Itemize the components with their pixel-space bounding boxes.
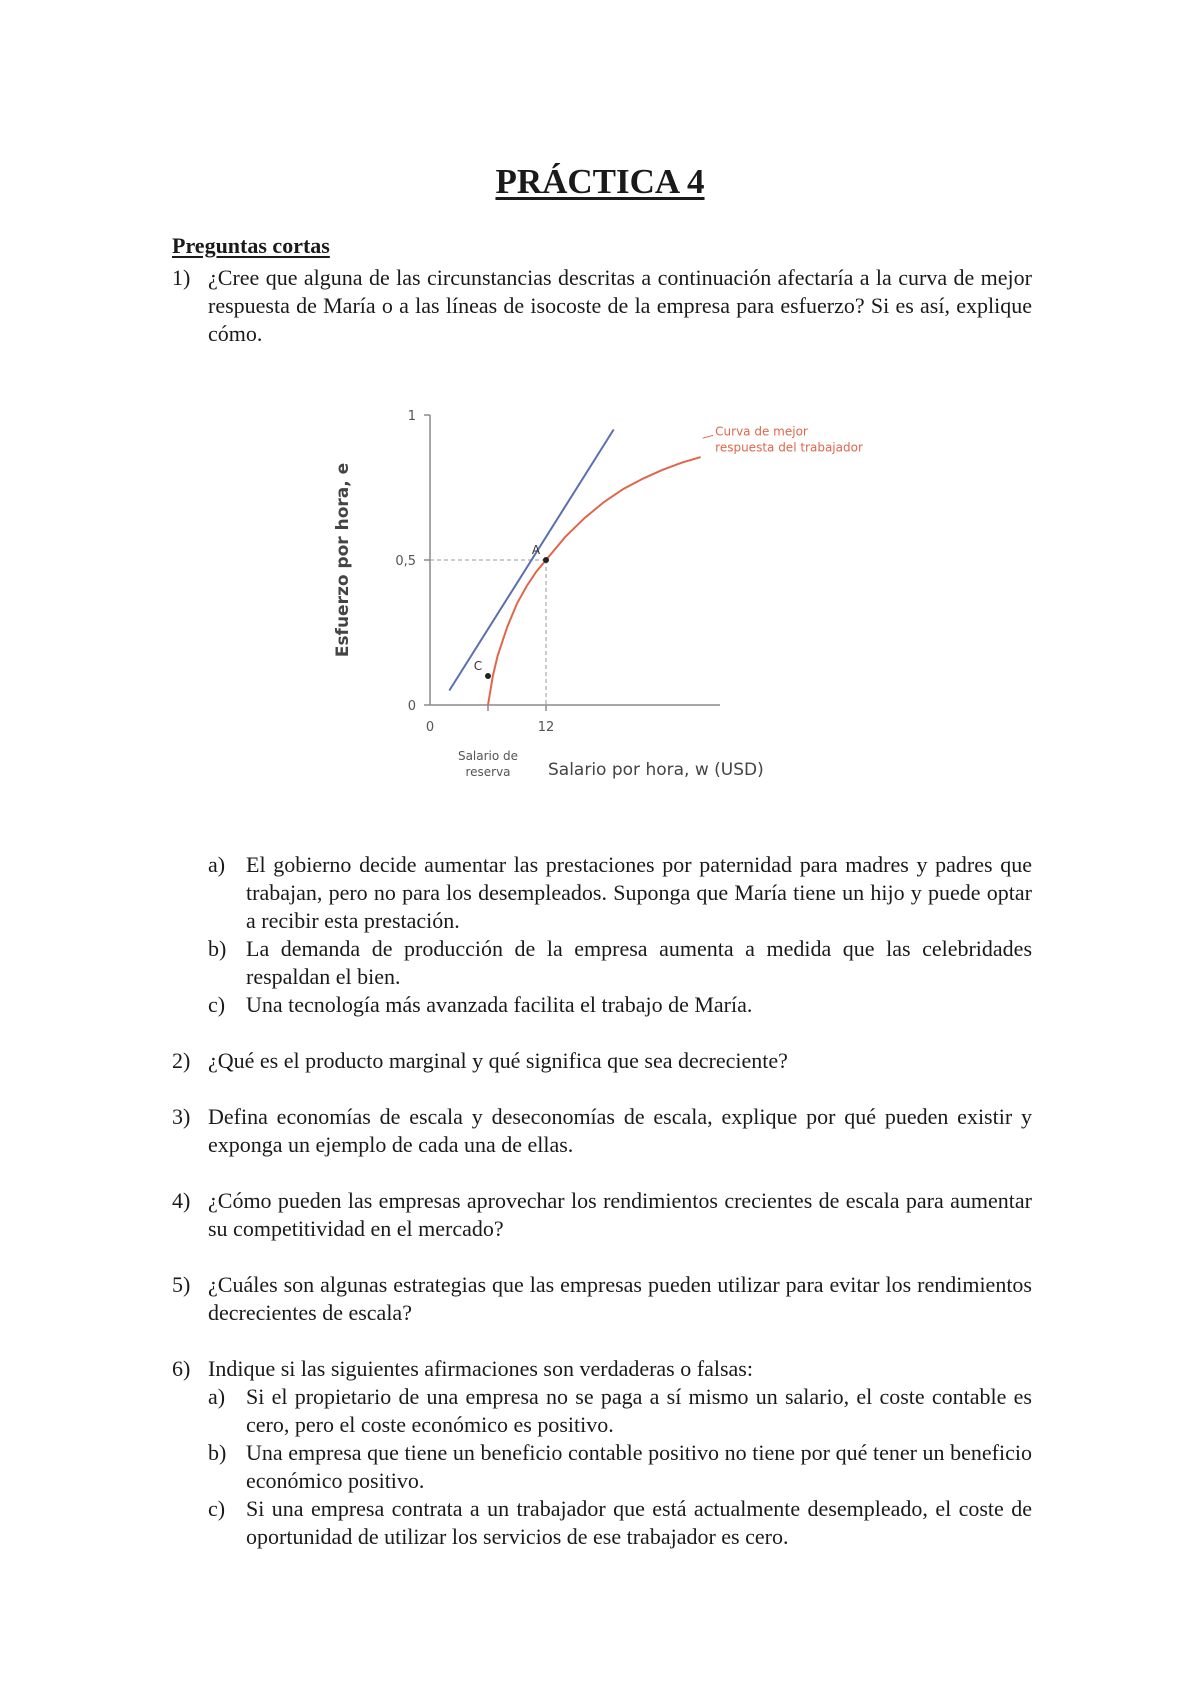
curve-label: Curva de mejor <box>715 424 808 439</box>
question-6 <box>172 1355 1032 1383</box>
point-c <box>485 673 491 679</box>
question-5 <box>172 1271 1032 1327</box>
question-text: ¿Cómo pueden las empresas aprovechar los rendimientos crecientes de escala para aumentar su competitividad en el mercado? <box>208 1188 1032 1241</box>
q1-item-c <box>208 991 1032 1019</box>
question-number: 4) <box>172 1188 191 1213</box>
q1-item-b <box>208 935 1032 991</box>
item-label: c) <box>208 1496 226 1521</box>
x-tick-label: 0 <box>425 720 435 735</box>
item-text: Una tecnología más avanzada facilita el trabajo de María. <box>246 992 753 1017</box>
item-label: b) <box>208 936 227 961</box>
reservation-wage-label: reserva <box>465 765 511 779</box>
y-tick-label: 0,5 <box>395 554 416 569</box>
y-axis-label: Esfuerzo por hora, e <box>333 462 353 658</box>
reservation-wage-label: Salario de <box>457 749 519 763</box>
item-label: c) <box>208 992 226 1017</box>
question-text: ¿Qué es el producto marginal y qué significa que sea decreciente? <box>208 1048 788 1073</box>
question-number: 6) <box>172 1356 191 1381</box>
page-title: PRÁCTICA 4 <box>495 162 705 201</box>
question-4 <box>172 1187 1032 1243</box>
point-a <box>543 557 549 563</box>
question-text: Indique si las siguientes afirmaciones son verdaderas o falsas: <box>208 1356 753 1381</box>
question-2 <box>172 1047 1032 1075</box>
question-text: ¿Cuáles son algunas estrategias que las empresas pueden utilizar para evitar los rendimientos decrecientes de escala? <box>208 1272 1032 1325</box>
y-tick-label: 1 <box>407 409 416 424</box>
point-label: A <box>531 543 541 557</box>
q6-item-b <box>208 1439 1032 1495</box>
best-response-curve <box>488 457 701 705</box>
question-1 <box>172 264 1032 348</box>
x-axis-label: Salario por hora, w (USD) <box>548 760 764 780</box>
q6-item-a <box>208 1383 1032 1439</box>
item-label: b) <box>208 1440 227 1465</box>
item-label: a) <box>208 1384 226 1409</box>
item-text: La demanda de producción de la empresa aumenta a medida que las celebridades respaldan el bien. <box>246 936 1032 989</box>
item-text: Si una empresa contrata a un trabajador que está actualmente desempleado, el coste de oportunidad de utilizar los servicios de ese trabajador es cero. <box>246 1496 1032 1549</box>
x-tick-label: 12 <box>537 720 555 735</box>
curve-label: respuesta del trabajador <box>715 440 863 455</box>
question-number: 5) <box>172 1272 191 1297</box>
question-3 <box>172 1103 1032 1159</box>
item-label: a) <box>208 852 226 877</box>
section-title: Preguntas cortas <box>172 233 330 258</box>
q6-item-c <box>208 1495 1032 1551</box>
curve-label-leader <box>703 435 714 438</box>
question-text: ¿Cree que alguna de las circunstancias descritas a continuación afectaría a la curva de mejor respuesta de María o a las líneas de isocoste de la empresa para esfuerzo? Si es así, explique cómo. <box>208 265 1032 346</box>
item-text: El gobierno decide aumentar las prestaciones por paternidad para madres y padres que trabajan, pero no para los desempleados. Suponga que María tiene un hijo y puede optar a recibir esta prestación. <box>246 852 1032 933</box>
y-tick-label: 0 <box>407 699 416 714</box>
question-number: 3) <box>172 1104 191 1129</box>
best-response-chart <box>320 400 900 800</box>
question-text: Defina economías de escala y deseconomías de escala, explique por qué pueden existir y exponga un ejemplo de cada una de ellas. <box>208 1104 1032 1157</box>
question-number: 2) <box>172 1048 191 1073</box>
item-text: Una empresa que tiene un beneficio contable positivo no tiene por qué tener un beneficio económico positivo. <box>246 1440 1032 1493</box>
question-number: 1) <box>172 265 191 290</box>
item-text: Si el propietario de una empresa no se paga a sí mismo un salario, el coste contable es cero, pero el coste económico es positivo. <box>246 1384 1032 1437</box>
q1-item-a <box>208 851 1032 935</box>
point-label: C <box>473 659 483 673</box>
